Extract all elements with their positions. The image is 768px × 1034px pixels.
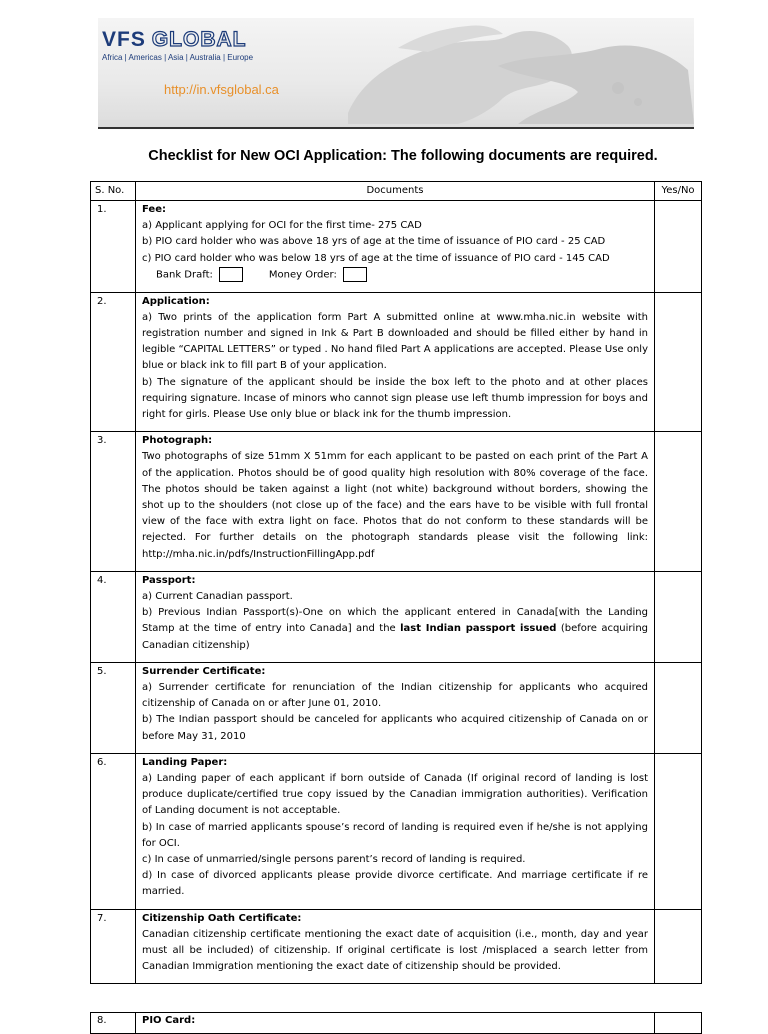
logo-global-text: GLOBAL (151, 28, 247, 51)
passport-b-text: b) Previous Indian Passport(s)-One on which the applicant entered in Canada[with the Landing Stamp at the time of entry into Canada] and the (142, 607, 648, 635)
row-documents (136, 201, 655, 293)
row-documents (136, 753, 655, 909)
row-line: b) In case of married applicants spouse’s record of landing is required even if he/she is not applying for OCI. (142, 821, 648, 849)
row-documents (136, 909, 655, 984)
row-line: c) PIO card holder who was below 18 yrs of age at the time of issuance of PIO card - 145 CAD (142, 252, 610, 264)
header-divider (98, 127, 694, 129)
row-line: a) Applicant applying for OCI for the first time- 275 CAD (142, 220, 422, 232)
row-heading: Passport: (142, 574, 196, 586)
row-heading: Photograph: (142, 435, 213, 447)
checklist-table (90, 181, 702, 984)
row-line: b) The signature of the applicant should be inside the box left to the photo and at other places requiring signature. Incase of minors who cannot sign please use left thumb impression for boys and right for girls. Please Use only blue or black ink for the thumb impression. (142, 376, 648, 420)
header-yes-no: Yes/No (655, 182, 702, 201)
row-number: 3. (91, 432, 136, 572)
yes-no-cell[interactable] (655, 753, 702, 909)
table-row (91, 1013, 702, 1034)
row-heading: Fee: (142, 204, 166, 215)
row-line: a) Landing paper of each applicant if born outside of Canada (If original record of landing is lost produce duplicate/certified true copy issued by the Canadian immigration authorities). Verification of Landing document is not acceptable. (142, 773, 648, 817)
yes-no-cell[interactable] (655, 1013, 702, 1034)
row-line: a) Two prints of the application form Part A submitted online at www.mha.nic.in website with registration number and signed in Ink & Part B downloaded and should be filled either by hand in legible “CAPITAL LETTERS” or typed . No hand filed Part A applications are accepted. Please Use only blue or black ink to fill part B of your application. (142, 311, 648, 372)
logo-vfs-text: VFS (102, 28, 146, 51)
yes-no-cell[interactable] (655, 292, 702, 432)
row-heading: Application: (142, 295, 210, 307)
table-header-row (91, 182, 702, 201)
row-heading: Landing Paper: (142, 756, 228, 768)
table-row (91, 201, 702, 293)
regions-tagline: Africa | Americas | Asia | Australia | Europe (102, 53, 254, 62)
row-line: a) Current Canadian passport. (142, 590, 293, 602)
row-number: 6. (91, 753, 136, 909)
row-line: b) PIO card holder who was above 18 yrs of age at the time of issuance of PIO card - 25 CAD (142, 236, 606, 248)
header-documents: Documents (136, 182, 655, 201)
bank-draft-label: Bank Draft: (156, 269, 213, 281)
table-row (91, 292, 702, 432)
row-number: 5. (91, 662, 136, 753)
yes-no-cell[interactable] (655, 909, 702, 984)
passport-b-text-end: (before acquiring Canadian citizenship) (142, 623, 649, 651)
checklist-table-continued (90, 1012, 702, 1034)
row-heading: PIO Card: (142, 1015, 196, 1026)
table-row (91, 571, 702, 662)
passport-b-emphasis: last Indian passport issued (400, 623, 557, 635)
row-line: Two photographs of size 51mm X 51mm for each applicant to be pasted on each print of the Part A of the application. Photos should be of good quality high resolution with 80% coverage of the face. The photos should be taken against a light (not white) background without borders, showing the shot up to the shoulders (not close up of the face) and the ears have to be visible with full frontal view of the face with extra light on face. Photos that do not conform to these standards will be rejected. For further details on the photograph standards please visit the following link: http://mha.nic.in/pdfs/InstructionFillingApp.pdf (142, 451, 648, 560)
row-documents (136, 1013, 655, 1034)
row-number: 7. (91, 909, 136, 984)
yes-no-cell[interactable] (655, 201, 702, 293)
payment-options (142, 267, 648, 284)
row-heading: Surrender Certificate: (142, 665, 266, 677)
row-number: 2. (91, 292, 136, 432)
row-line: Canadian citizenship certificate mentioning the exact date of acquisition (i.e., month, day and year must all be included) of citizenship. If original certificate is lost /misplaced a search letter from Canadian Immigration mentioning the exact date of citizenship should be provided. (142, 928, 648, 973)
table-row (91, 432, 702, 572)
money-order-label: Money Order: (268, 269, 337, 281)
website-url[interactable]: http://in.vfsglobal.ca (164, 82, 279, 97)
row-documents (136, 662, 655, 753)
row-line (142, 605, 648, 654)
row-number: 1. (91, 201, 136, 293)
bank-draft-checkbox[interactable] (219, 267, 243, 282)
yes-no-cell[interactable] (655, 662, 702, 753)
table-row (91, 753, 702, 909)
header-sno: S. No. (91, 182, 136, 201)
row-documents (136, 292, 655, 432)
yes-no-cell[interactable] (655, 432, 702, 572)
money-order-checkbox[interactable] (343, 267, 367, 282)
row-documents (136, 432, 655, 572)
table-row (91, 909, 702, 984)
row-line: c) In case of unmarried/single persons parent’s record of landing is required. (142, 854, 526, 866)
yes-no-cell[interactable] (655, 571, 702, 662)
row-number: 4. (91, 571, 136, 662)
row-line: a) Surrender certificate for renunciation of the Indian citizenship for applicants who acquired citizenship of Canada on or after June 01, 2010. (142, 681, 648, 710)
row-number: 8. (91, 1013, 136, 1034)
page-header (98, 18, 694, 130)
vfs-global-logo (102, 28, 247, 52)
row-heading: Citizenship Oath Certificate: (142, 912, 302, 924)
row-line: d) In case of divorced applicants please provide divorce certificate. And marriage certificate if re married. (142, 870, 648, 898)
row-documents (136, 571, 655, 662)
row-line: b) The Indian passport should be canceled for applicants who acquired citizenship of Canada on or before May 31, 2010 (142, 714, 648, 742)
table-row (91, 662, 702, 753)
page-title: Checklist for New OCI Application: The following documents are required. (148, 148, 658, 164)
